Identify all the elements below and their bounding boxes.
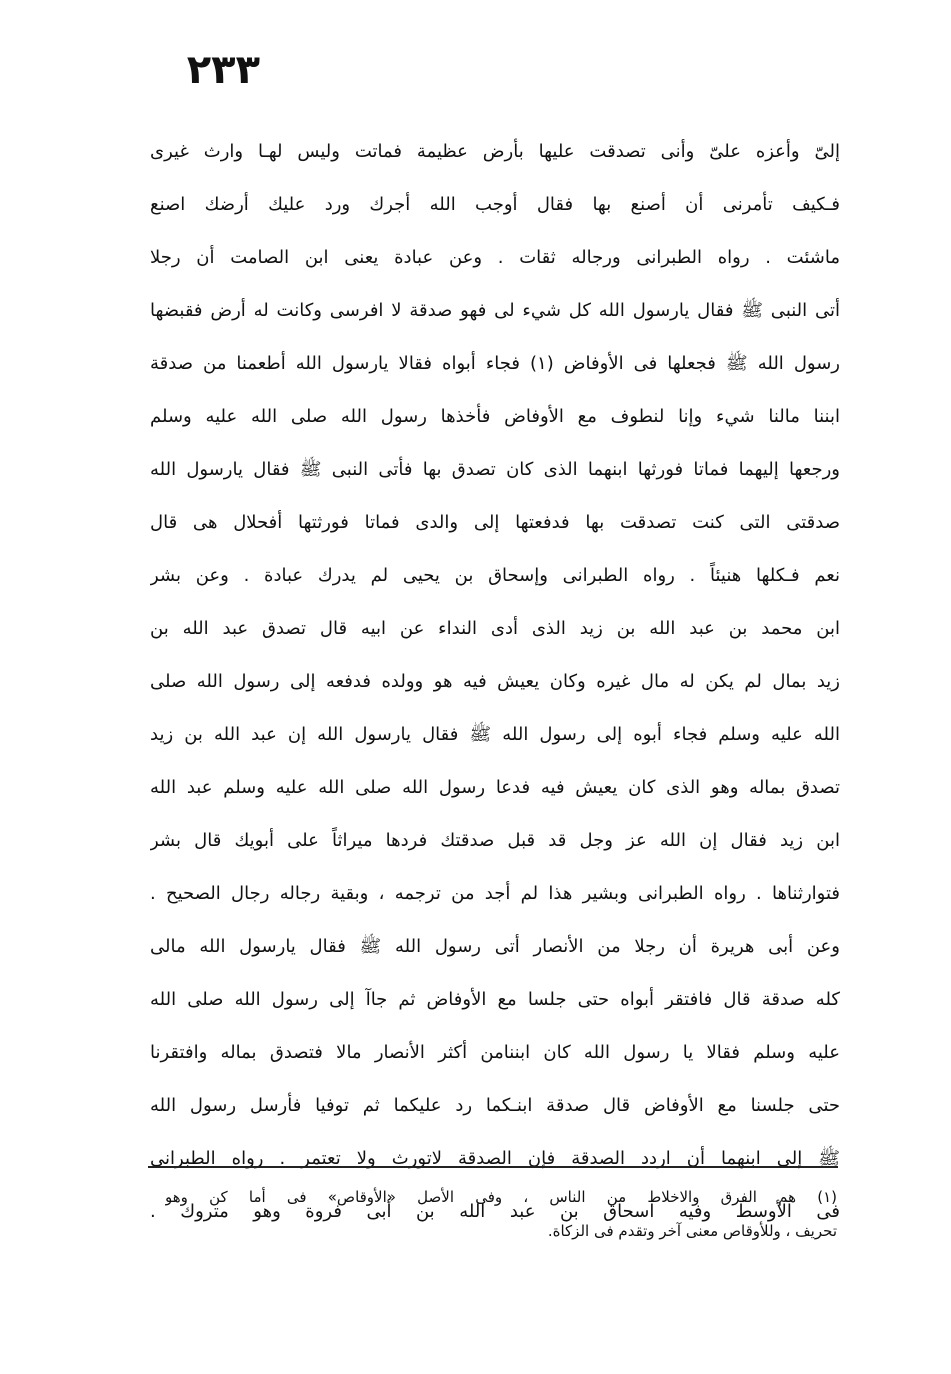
text-line: صدقتى التى كنت تصدقت بها فدفعتها إلى والدى فماتا فورثتها أفحلال هى قال [150, 512, 840, 533]
text-line: تصدق بماله وهو الذى كان يعيش فيه فدعا رسول الله صلى الله عليه وسلم عبد الله [150, 777, 840, 798]
text-line: حتى جلسنا مع الأوفاض قال صدقة ابنـكما رد عليكما ثم توفيا فأرسل رسول الله [150, 1095, 840, 1116]
text-line: ابن محمد بن عبد الله بن زيد الذى أدى النداء عن ابيه قال تصدق عبد الله بن [150, 618, 840, 639]
text-line: أتى النبى ﷺ فقال يارسول الله كل شيء لى فهو صدقة لا افرسى وكانت له أرض فقبضها [150, 300, 840, 321]
text-line: نعم فـكلها هنيئاً . رواه الطبرانى وإسحاق بن يحيى لم يدرك عبادة . وعن بشر [150, 565, 840, 586]
text-line: ماشئت . رواه الطبرانى ورجاله ثقات . وعن عبادة يعنى ابن الصامت أن رجلا [150, 247, 840, 268]
footnote-line: (١) هم الفرق والاخلاط من الناس ، وفى الأصل «الأوقاص» فى أما كن وهو [165, 1188, 837, 1206]
page-number: ٢٣٣ [186, 47, 260, 93]
footnote-line: تحريف ، وللأوقاص معنى آخر وتقدم فى الزكاة. [547, 1222, 837, 1240]
text-line: إلىّ وأعزه علىّ وأنى تصدقت عليها بأرض عظيمة فماتت وليس لهـا وارث غيرى [150, 141, 840, 162]
text-line: ابن زيد فقال إن الله عز وجل قد قبل صدقتك فردها ميراثاً على أبويك قال بشر [150, 830, 840, 851]
text-line: وعن أبى هريرة أن رجلا من الأنصار أتى رسول الله ﷺ فقال يارسول الله مالى [150, 936, 840, 957]
text-line: الله عليه وسلم فجاء أبوه إلى رسول الله ﷺ فقال يارسول الله إن عبد الله بن زيد [150, 724, 840, 745]
text-line: ابننا مالنا شيء وإنا لنطوف مع الأوفاض فأخذها رسول الله صلى الله عليه وسلم [150, 406, 840, 427]
footnotes [165, 1180, 837, 1248]
main-text [150, 125, 840, 1238]
text-line: كله صدقة قال فافتقر أبواه حتى جلسا مع الأوفاض ثم جاآ إلى رسول الله صلى الله [150, 989, 840, 1010]
footnote-divider [148, 1166, 838, 1168]
text-line: فتوارثناها . رواه الطبرانى وبشير هذا لم أجد من ترجمه ، وبقية رجاله رجال الصحيح . [150, 883, 840, 904]
text-line: ﷺ إلى ابنهما أن اردد الصدقة فإن الصدقة لاتورث ولا تعتمر . رواه الطبرانى [150, 1148, 840, 1169]
text-line: ورجعها إليهما فماتا فورثها ابنهما الذى كان تصدق بها فأتى النبى ﷺ فقال يارسول الله [150, 459, 840, 480]
text-line: زيد بمال لم يكن له مال غيره وكان يعيش فيه هو وولده فدفعه إلى رسول الله صلى [150, 671, 840, 692]
text-line: فـكيف تأمرنى أن أصنع بها فقال أوجب الله أجرك ورد عليك أرضك اصنع [150, 194, 840, 215]
text-line: فى الأوسط وفيه اسحاق بن عبد الله بن أبى فروة وهو متروك . [150, 1201, 840, 1222]
text-line: عليه وسلم فقالا يا رسول الله كان ابننامن أكثر الأنصار مالا فتصدق بماله وافتقرنا [150, 1042, 840, 1063]
text-line: رسول الله ﷺ فجعلها فى الأوفاض (١) فجاء أبواه فقالا يارسول الله أطعمنا من صدقة [150, 353, 840, 374]
